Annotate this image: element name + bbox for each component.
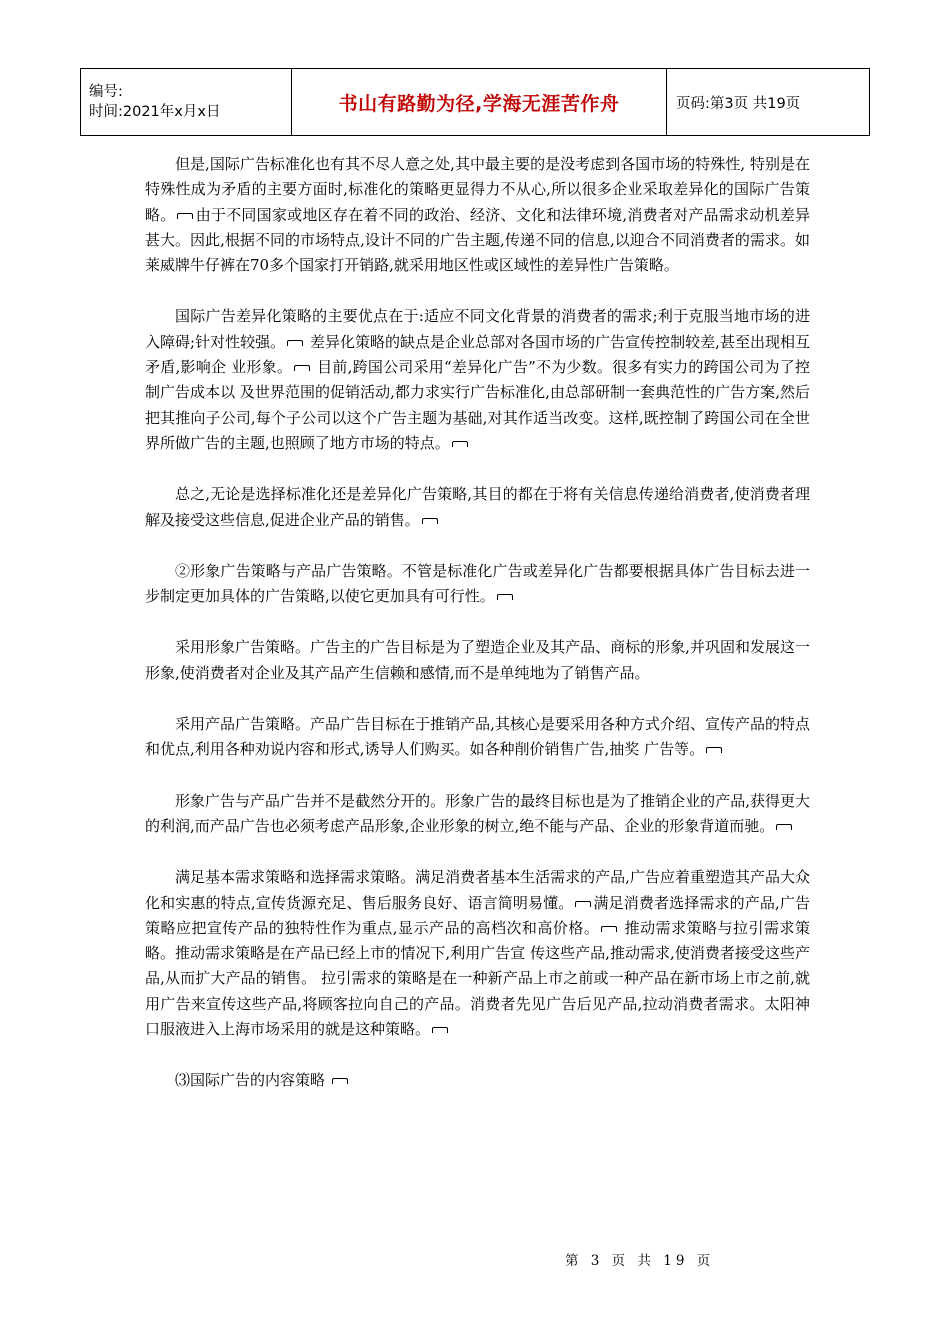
time-label: 时间:2021年x月x日 — [89, 104, 221, 120]
paragraph-mark-icon — [177, 213, 193, 219]
paragraph-mark-icon — [294, 365, 310, 371]
paragraph-mark-icon — [497, 594, 513, 600]
page-label: 页码:第3页 共19页 — [667, 69, 870, 136]
section-heading: ⑶国际广告的内容策略 — [145, 1068, 810, 1093]
paragraph-mark-icon — [332, 1078, 348, 1084]
document-header — [80, 68, 870, 136]
paragraph-mark-icon — [776, 824, 792, 830]
paragraph-mark-icon — [287, 340, 303, 346]
paragraph-mark-icon — [432, 1027, 448, 1033]
header-left-cell — [81, 69, 292, 136]
paragraph: 形象广告与产品广告并不是截然分开的。形象广告的最终目标也是为了推销企业的产品,获得更大的利润,而产品广告也必须考虑产品形象,企业形象的树立,绝不能与产品、企业的形象背道而驰。 — [145, 791, 810, 835]
paragraph: 满足基本需求策略和选择需求策略。满足消费者基本生活需求的产品,广告应着重塑造其产品大众化和实惠的特点,宣传货源充足、售后服务良好、语言简明易懂。 满足消费者选择需求的产品,广告策略应把宣传产品的独特性作为重点,显示产品的高档次和高价格。 推动需求策略与拉引需求策略。推动需求策略是在产品已经上市的情况下,利用广告宣 传这些产品,推动需求,使消费者接受这些产品,从而扩大产品的销售。 拉引需求的策略是在一种新产品上市之前或一种产品在新市场上市之前,就用广告来宣传这些产品,将顾客拉向自己的产品。消费者先见广告后见产品,拉动消费者需求。太阳神口服液进入上海市场采用的就是这种策略。 — [145, 868, 810, 1039]
paragraph-mark-icon — [422, 518, 438, 524]
paragraph: 采用形象广告策略。广告主的广告目标是为了塑造企业及其产品、商标的形象,并巩固和发展这一形象,使消费者对企业及其产品产生信赖和感情,而不是单纯地为了销售产品。 — [145, 638, 810, 682]
paragraph-mark-icon — [452, 441, 468, 447]
paragraph: 但是,国际广告标准化也有其不尽人意之处,其中最主要的是没考虑到各国市场的特殊性, 特别是在特殊性成为矛盾的主要方面时,标准化的策略更显得力不从心,所以很多企业采取差异化的国际广告策略。 由于不同国家或地区存在着不同的政治、经济、文化和法律环境,消费者对产品需求动机差异甚大。因此,根据不同的市场特点,设计不同的广告主题,传递不同的信息,以迎合不同消费者的需求。如莱威牌牛仔裤在70多个国家打开销路,就采用地区性或区域性的差异性广告策略。 — [145, 155, 810, 275]
paragraph-mark-icon — [706, 747, 722, 753]
paragraph: 总之,无论是选择标准化还是差异化广告策略,其目的都在于将有关信息传递给消费者,使消费者理解及接受这些信息,促进企业产品的销售。 — [145, 485, 810, 529]
paragraph-mark-icon — [601, 926, 617, 932]
document-body — [145, 152, 810, 1120]
paragraph: ②形象广告策略与产品广告策略。不管是标准化广告或差异化广告都要根据具体广告目标去进一步制定更加具体的广告策略,以使它更加具有可行性。 — [145, 561, 810, 606]
paragraph: 国际广告差异化策略的主要优点在于:适应不同文化背景的消费者的需求;利于克服当地市场的进入障碍;针对性较强。 差异化策略的缺点是企业总部对各国市场的广告宣传控制较差,甚至出现相互矛盾,影响企 业形象。 目前,跨国公司采用“差异化广告”不为少数。很多有实力的跨国公司为了控制广告成本以 及世界范围的促销活动,都力求实行广告标准化,由总部研制一套典范性的广告方案,然后把其推向子公司,每个子公司以这个广告主题为基础,对其作适当改变。这样,既控制了跨国公司在全世界所做广告的主题,也照顾了地方市场的特点。 — [145, 307, 810, 452]
number-label: 编号: — [89, 84, 123, 100]
motto: 书山有路勤为径,学海无涯苦作舟 — [292, 69, 667, 136]
paragraph-mark-icon — [575, 901, 591, 907]
paragraph: 采用产品广告策略。产品广告目标在于推销产品,其核心是要采用各种方式介绍、宣传产品的特点和优点,利用各种劝说内容和形式,诱导人们购买。如各种削价销售广告,抽奖 广告等。 — [145, 715, 810, 759]
page-footer: 第 3 页 共 19 页 — [565, 1253, 715, 1269]
